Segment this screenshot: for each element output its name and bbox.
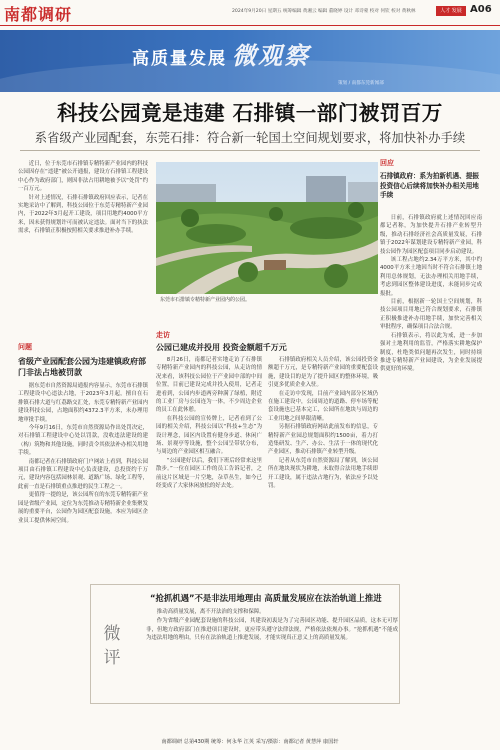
commentary-text [146,608,398,643]
page-header [0,0,500,26]
response-heading: 石排镇政府：系为拍新机遇、提振投资信心后续将加快补办相关用地手续 [380,172,479,200]
column-banner [0,30,500,92]
commentary-paragraph: 作为省级产业园配套设施的科技公园，其建设初衷是为了完善园区功能、提升园区品质，这本无可厚非，但地方政府部门在推进项目建设时，更应带头遵守法律法规，严格依法依规办事。“抢抓机遇”不能成为违法用地的理由，只有在法治轨道上推进发展，才能实现真正意义上的高质量发展。 [146,617,398,642]
response-paragraph: 日前，石排镇政府就上述情况回应南都记者称，为加快提升石排产业转型升级，推动石排经济社会高质量发展，石排镇于2022年谋划建设专精特新产业园，科技公园作为园区配套项目同步启动建设。 [380,215,482,255]
question-paragraph: 据东莞市自然资源局通报内容显示，东莞市石排镇工程建设中心违法占地，于2023年3月起，擅自在石排镇石排大道与红荔路交汇处，东莞专精特新产业园内建设科技公园，占地面积约4372.3平方米，未办理用地审批手续。 [18,383,148,423]
commentary-title: “抢抓机遇”不是非法用地理由 高质量发展应在法治轨道上推进 [150,593,382,603]
commentary-paragraph: 推动高质量发展，离不开法治的支撑和保障。 [156,609,265,615]
banner-editor: 策划 / 南都东莞新闻部 [338,81,384,86]
visit-column-right [268,356,378,578]
question-paragraph: 南都记者在石排镇政府门户网站上看到，科技公园项目由石排镇工程建设中心负责建设，总投资约千万元，建设内容包括园林景观、道路广场、绿化工程等，此前一直是石排镇重点推进的民生工程之一。 [18,458,148,490]
visit-paragraph: 8月26日，南都记者实地走访了石排镇专精特新产业园内的科技公园，从走访的情况来看，该科技公园位于产业园中部的中间位置，目前已建设完成并投入使用，记者走进看到，公园内步道两旁种满了绿植，附近的工业厂房与公园连为一体，不少周边企业的员工在此休憩。 [156,357,262,414]
section-label-response: 回应 [380,159,394,167]
response-column [380,214,482,578]
section-label-question: 问题 [18,343,32,351]
section-label-visit: 走访 [156,331,170,339]
question-paragraph: 更值得一提的是，该公园所在的东莞专精特新产业园是省级产业园，定位为东莞推动专精特新企业集聚发展的重要平台，公园作为园区配套设施，本应为园区企业员工提供休闲空间。 [18,492,148,524]
visit-paragraph: 在走访中发现，目前产业园内部分区域仍在施工建设中，公园周边的道路、停车场等配套设施也已基本完工，公园所在地块与周边的工业用地之间界限清晰。 [268,390,378,422]
question-heading: 省级产业园配套公园为违建镇政府部门非法占地被罚款 [18,357,146,377]
intro-column [18,160,148,320]
subheadline: 系省级产业园配套，东莞石排：符合新一轮国土空间规划要求，将加快补办手续 [34,131,466,145]
visit-column-left [156,356,262,578]
commentary-label: 微评 [103,624,121,668]
response-paragraph: 目前，根据新一轮国土空间规划，科技公园项目用地已符合规划要求，石排镇正积极推进补办用地手续，加快完善相关审批程序，确保项目合法合规。 [380,299,482,331]
headline-rule [20,150,480,151]
section-badge: 人才 发展 [436,6,466,16]
park-photo-illustration [156,162,378,294]
byline-footer: 南都调研 总第430期 统筹：何永华 江英 采写/摄影：南都记者 黄慧萍 康国轩 [161,739,339,745]
page-number: A06 [470,4,492,15]
banner-title: 高质量发展 [132,49,227,69]
response-paragraph: 该工程占地约2.34万平方米，其中约4000平方米土地因当时不符合石排镇土地利用总体规划，无法办理相关用地手续，考虑到园区整体建设进度，未能同步完成报批。 [380,257,482,297]
question-paragraph: 今年9月16日，东莞市自然资源局作出处罚决定，对石排镇工程建设中心处以罚款，没收违法建设的建（构）筑物和其他设施，同时责令其依法补办相关用地手续。 [18,425,148,457]
banner-brush-title: 微观察 [232,41,310,70]
intro-paragraph: 近日，位于东莞市石排镇专精特新产业园内的科技公园因存在“违建”被公开通报，建设方石排镇工程建设中心作为政府部门，则因非法占用耕地被予以“处罚”约一百万元。 [18,161,148,193]
visit-paragraph: 记者从东莞市自然资源局了解到，该公园所在地块现状为耕地，未取得合法用地手续即开工建设，属于违法占地行为，依法应予以处罚。 [268,457,378,490]
visit-paragraph: “公园建好以后，我们下班后经常来这里散步。”一位在园区工作的员工告诉记者，之前这片区域是一片空地，杂草丛生，如今已经变成了大家休闲放松的好去处。 [156,457,262,490]
response-paragraph: 石排镇表示，将以此为戒，进一步加强对土地利用的监管，严格落实耕地保护制度，杜绝类似问题再次发生，同时持续推进专精特新产业园建设，为企业发展提供更好的环境。 [380,332,482,373]
park-photo [156,162,378,294]
visit-paragraph: 另据石排镇政府网站此前发布的信息，专精特新产业园总规划面积约1500亩，着力打造集研发、生产、办公、生活于一体的现代化产业园区，推动石排镇产业转型升级。 [268,424,378,456]
masthead: 南都调研 [4,5,73,24]
visit-paragraph: 石排镇政府相关人员介绍，该公园投资金额超千万元，是专精特新产业园的重要配套设施，建设目的是为了提升园区的整体环境，吸引更多优质企业入驻。 [268,357,378,389]
intro-paragraph: 针对上述情况，石排石排镇政府回应表示，记者在实地采访中了解到，科技公园位于东莞专精特新产业园内，于2022年3月起开工建设，项目用地约4000平方米，因未获得规划许可而被认定违法。面对当下的执法需求，石排镇正积极按照相关要求推进补办手续。 [18,194,148,235]
headline: 科技公园竟是违建 石排镇一部门被罚百万 [57,101,443,125]
visit-paragraph: 在科技公园的宣传牌上，记者看到了公园的相关介绍，科技公园以“科技+生态”为设计理念，园区内设置有健身步道、休闲广场、景观亭等设施，整个公园呈带状分布，与周边的产业园区相互融合。 [156,415,262,456]
dateline: 2024年9月20日 星期五 统筹编辑 黄湘云 编辑 董晓婷 设计 邓诗蒙 校对 何钦 校对 黄秋林 [232,9,416,14]
photo-caption: 东莞市石排镇专精特新产业园内的公园。 [160,297,251,303]
visit-heading: 公园已建成并投用 投资金额超千万元 [156,343,287,352]
